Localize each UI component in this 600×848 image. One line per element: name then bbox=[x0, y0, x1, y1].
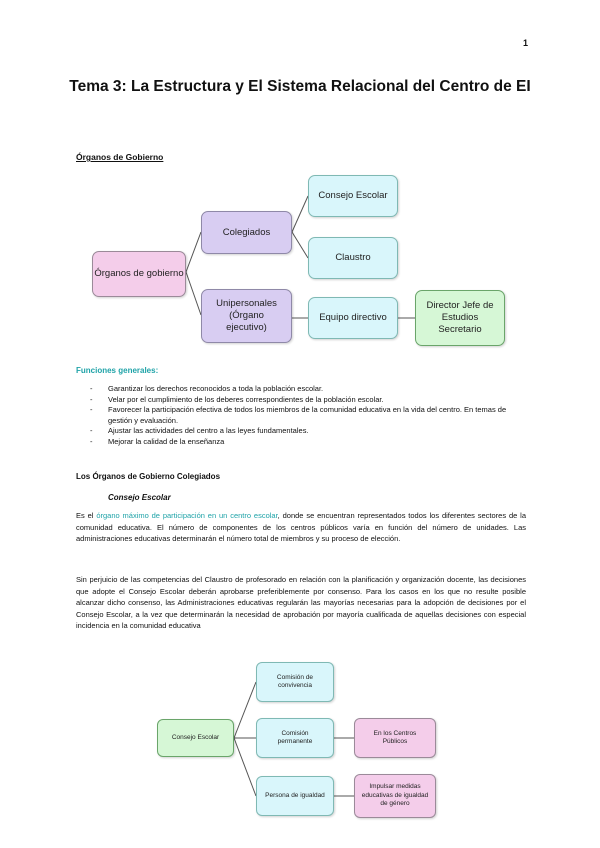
node-comision-permanente bbox=[256, 718, 334, 758]
node-organos-label: Órganos de gobierno bbox=[94, 268, 184, 279]
node-consejo-label: Consejo Escolar bbox=[318, 190, 388, 201]
list-item: - Mejorar la calidad de la enseñanza bbox=[88, 437, 528, 448]
node-claustro bbox=[308, 237, 398, 279]
node-medidas-igualdad bbox=[354, 774, 436, 818]
node-igualdad-label: Persona de igualdad bbox=[265, 791, 325, 799]
node-centros-publicos bbox=[354, 718, 436, 758]
node-persona-igualdad bbox=[256, 776, 334, 816]
list-item: - Garantizar los derechos reconocidos a toda la población escolar. bbox=[88, 384, 528, 395]
node-centros-label: En los Centros Públicos bbox=[373, 729, 417, 745]
connector-colegiados-consejo bbox=[292, 196, 308, 232]
node-organos-de-gobierno bbox=[92, 251, 186, 297]
node-medidas-label: Impulsar medidas educativas de igualdad de género bbox=[361, 783, 429, 808]
list-item: - Favorecer la participación efectiva de todos los miembros de la comunidad educativa en la vida del centro. En temas de gestión y evaluación. bbox=[88, 405, 528, 426]
node-equipo-directivo bbox=[308, 297, 398, 339]
node-equipo-label: Equipo directivo bbox=[319, 312, 387, 323]
page-number: 1 bbox=[522, 38, 528, 48]
node-colegiados-label: Colegiados bbox=[222, 226, 271, 238]
node-claustro-label: Claustro bbox=[335, 252, 371, 263]
node-cargos-label: Director Jefe de Estudios Secretario bbox=[426, 300, 494, 335]
paragraph-consejo-definicion bbox=[76, 510, 526, 545]
list-item: - Ajustar las actividades del centro a las leyes fundamentales. bbox=[88, 426, 528, 437]
node-comision-convivencia bbox=[256, 662, 334, 702]
node-consejo-escolar bbox=[308, 175, 398, 217]
para1-rest: , donde se encuentran representados todos los diferentes sectores de la comunidad educativa. El número de componentes de los centros públicos varía en función del número de unidades. Las administraciones educativas determinarán el número total de miembros y su proceso de elección. bbox=[76, 511, 526, 543]
node-unipersonales-label: Unipersonales (Órgano ejecutivo) bbox=[216, 298, 277, 333]
node-consejo2-label: Consejo Escolar bbox=[171, 733, 220, 741]
connector-root-unipersonales bbox=[186, 272, 201, 315]
node-cargos-directivos bbox=[415, 290, 505, 346]
node-unipersonales bbox=[201, 289, 292, 343]
subheading-consejo-escolar: Consejo Escolar bbox=[108, 493, 171, 502]
node-permanente-label: Comisión permanente bbox=[277, 729, 313, 745]
para1-highlight: órgano máximo de participación en un centro escolar bbox=[96, 511, 278, 520]
node-convivencia-label: Comisión de convivencia bbox=[276, 673, 314, 689]
funciones-heading: Funciones generales: bbox=[76, 366, 159, 375]
connector-colegiados-claustro bbox=[292, 232, 308, 258]
page-title: Tema 3: La Estructura y El Sistema Relacional del Centro de EI bbox=[69, 78, 531, 95]
paragraph-consejo-decisiones: Sin perjuicio de las competencias del Claustro de profesorado en relación con la planificación y organización docente, las decisiones que adopte el Consejo Escolar deberán aprobarse preferiblemente por consenso. Para los casos en los que no resulte posible alcanzar dicho consenso, las Administraciones educativas regularán las mayorías necesarias para la adopción de decisiones por el Consejo Escolar, a la vez que determinarán la necesidad de aprobación por mayoría cualificada de aquellas decisiones con especial incidencia en la comunidad educativa bbox=[76, 575, 526, 630]
connector-consejo-convivencia bbox=[234, 682, 256, 738]
node-colegiados bbox=[201, 211, 292, 254]
node-consejo-escolar-2 bbox=[157, 719, 234, 757]
connector-root-colegiados bbox=[186, 232, 201, 272]
connector-consejo-igualdad bbox=[234, 738, 256, 796]
subheading-colegiados: Los Órganos de Gobierno Colegiados bbox=[76, 472, 221, 481]
list-item: - Velar por el cumplimiento de los deberes correspondientes de la población escolar. bbox=[88, 395, 528, 406]
para1-lead: Es el bbox=[76, 511, 97, 520]
funciones-list bbox=[88, 384, 528, 447]
section-heading: Órganos de Gobierno bbox=[76, 152, 164, 162]
